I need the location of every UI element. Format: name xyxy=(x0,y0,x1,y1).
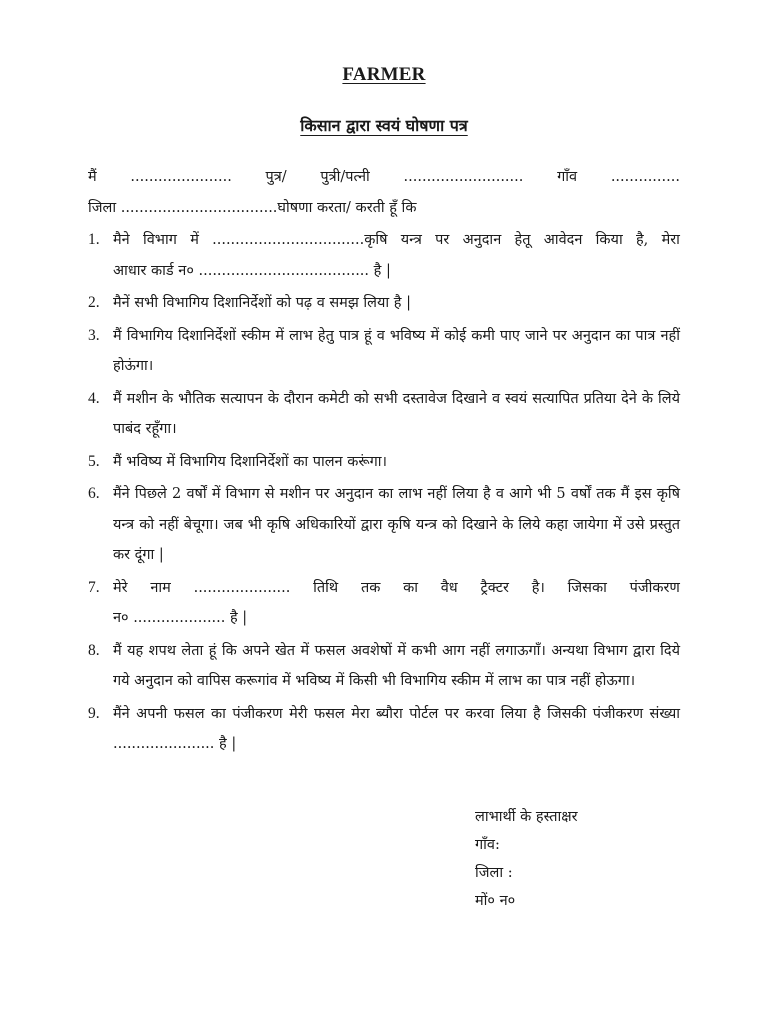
list-item xyxy=(88,384,680,445)
point-line xyxy=(113,573,680,604)
intro-paragraph xyxy=(88,162,680,223)
point-word: में xyxy=(190,232,199,248)
point-number: 8. xyxy=(88,641,100,659)
intro-word: मैं xyxy=(88,169,97,185)
point-word: तिथि xyxy=(313,579,339,596)
list-item xyxy=(88,225,680,286)
point-number: 2. xyxy=(88,294,100,311)
point-text: मैंने अपनी फसल का पंजीकरण मेरी फसल मेरा ब्यौरा पोर्टल पर करवा लिया है जिसकी पंजीकरण संख्या ...................... है | xyxy=(113,705,680,752)
list-item xyxy=(88,636,680,697)
intro-word: पुत्री/पत्नी xyxy=(320,169,370,185)
declaration-body xyxy=(88,162,680,762)
list-item xyxy=(88,573,680,634)
point-text-rest: आधार कार्ड न० ..................................... है | xyxy=(113,262,391,279)
point-word: तक xyxy=(360,579,381,596)
signature-village: गाँव: xyxy=(475,837,500,853)
point-text: मैनें सभी विभागिय दिशानिर्देशों को पढ़ व समझ लिया है | xyxy=(113,295,411,311)
point-word: हेतू xyxy=(514,232,531,248)
point-word: है, xyxy=(635,232,649,248)
point-word: ट्रैक्टर xyxy=(480,579,509,596)
document-title: FARMER xyxy=(342,64,426,85)
point-word: का xyxy=(403,579,418,596)
point-word: यन्त्र xyxy=(400,232,422,248)
point-number: 9. xyxy=(88,704,100,722)
point-number: 7. xyxy=(88,578,100,596)
intro-word: पुत्र/ xyxy=(265,169,287,185)
point-number: 5. xyxy=(88,452,100,470)
point-line xyxy=(113,225,680,256)
point-word: वैध xyxy=(440,579,458,596)
intro-blank-relation: .......................... xyxy=(403,169,524,185)
point-word: पर xyxy=(435,232,450,248)
list-item xyxy=(88,479,680,571)
signature-block xyxy=(475,803,578,915)
list-item xyxy=(88,321,680,382)
point-number: 3. xyxy=(88,326,100,344)
point-word: अनुदान xyxy=(462,232,502,248)
point-text: मैं मशीन के भौतिक सत्यापन के दौरान कमेटी को सभी दस्तावेज दिखाने व स्वयं सत्यापित प्रतिया देने के लिये पाबंद रहूँगा। xyxy=(113,390,680,437)
point-text-rest: न० .................... है | xyxy=(113,610,248,626)
point-word: विभाग xyxy=(142,232,177,248)
point-number: 1. xyxy=(88,231,100,248)
point-word: किया xyxy=(595,232,623,248)
list-item xyxy=(88,699,680,760)
point-word: ..................... xyxy=(193,579,291,596)
point-text: मैं विभागिय दिशानिर्देशों स्कीम में लाभ हेतु पात्र हूं व भविष्य में कोई कमी पाए जाने पर अनुदान का पात्र नहीं होऊंगा। xyxy=(113,327,680,374)
point-word: है। xyxy=(531,579,545,596)
point-word: जिसका xyxy=(567,579,607,596)
point-text: मैं यह शपथ लेता हूं कि अपने खेत में फसल अवशेषों में कभी आग नहीं लगाऊगाँ। अन्यथा विभाग द्वारा दिये गये अनुदान को वापिस करूगांव में भविष्य में किसी भी विभागिय स्कीम में लाभ का पात्र नहीं होऊगा। xyxy=(113,642,680,689)
list-item xyxy=(88,288,680,319)
signature-label: लाभार्थी के हस्ताक्षर xyxy=(475,809,578,825)
point-word: नाम xyxy=(150,579,171,596)
intro-line-1 xyxy=(88,162,680,193)
intro-blank-village: ............... xyxy=(610,169,680,185)
point-word: मेरा xyxy=(661,232,680,248)
point-text: मैंने पिछले 2 वर्षों में विभाग से मशीन पर अनुदान का लाभ नहीं लिया है व आगे भी 5 वर्षों तक मैं इस कृषि यन्त्र को नहीं बेचूगा। जब भी कृषि अधिकारियों द्वारा कृषि यन्त्र को दिखाने के लिये कहा जायेगा में उसे प्रस्तुत कर दूंगा | xyxy=(113,486,680,563)
list-item xyxy=(88,447,680,478)
intro-blank-name: ...................... xyxy=(130,169,232,185)
point-word: पंजीकरण xyxy=(629,579,680,596)
point-number: 4. xyxy=(88,389,100,407)
point-text: मैं भविष्य में विभागिय दिशानिर्देशों का पालन करूंगा। xyxy=(113,453,388,470)
point-word: मेरे xyxy=(113,579,128,596)
signature-district: जिला : xyxy=(475,865,513,881)
point-word: .................................कृषि xyxy=(212,232,388,248)
point-word: आवेदन xyxy=(543,232,583,248)
point-word: मैने xyxy=(113,232,130,248)
signature-mobile: मों० न० xyxy=(475,893,516,909)
document-subtitle: किसान द्वारा स्वयं घोषणा पत्र xyxy=(300,116,468,135)
declaration-points xyxy=(88,225,680,760)
intro-word: गाँव xyxy=(557,169,578,185)
point-number: 6. xyxy=(88,485,100,502)
intro-line-2: जिला ..................................घोषणा करता/ करती हूँ कि xyxy=(88,199,417,216)
